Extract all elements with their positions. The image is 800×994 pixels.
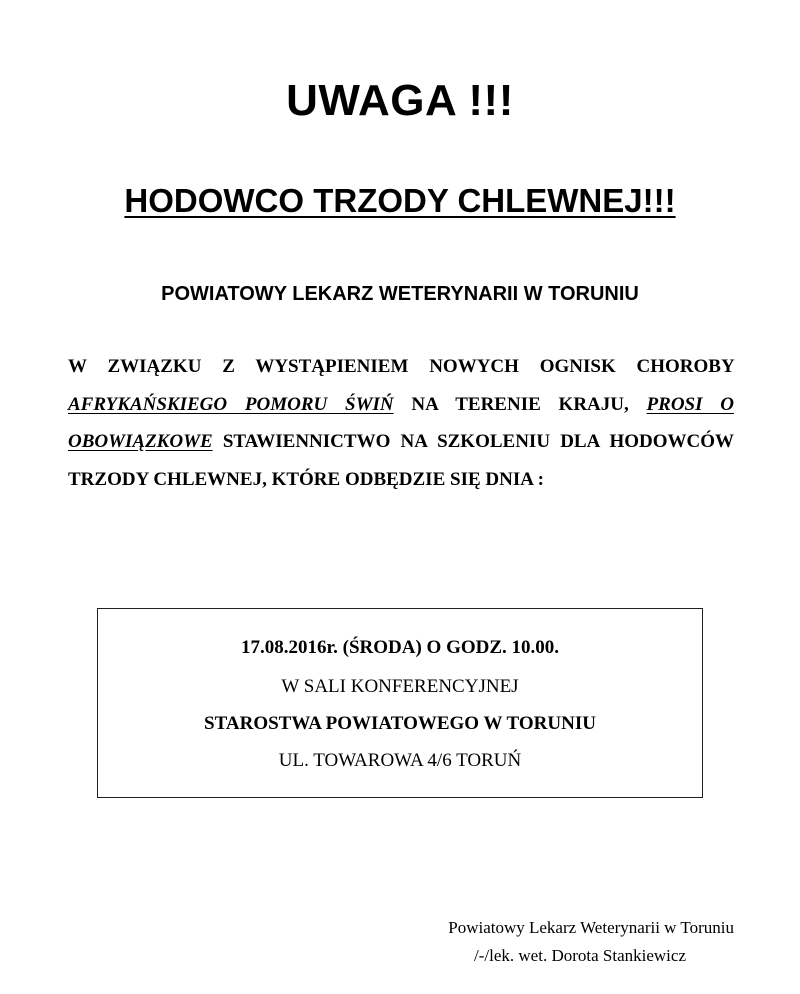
- paragraph-text-2: NA TERENIE KRAJU,: [411, 393, 629, 415]
- event-datetime: 17.08.2016r. (ŚRODA) O GODZ. 10.00.: [240, 637, 560, 658]
- authority-heading: POWIATOWY LEKARZ WETERYNARII W TORUNIU: [161, 283, 639, 305]
- event-institution: STAROSTWA POWIATOWEGO W TORUNIU: [204, 713, 596, 734]
- disease-name: AFRYKAŃSKIEGO POMORU ŚWIŃ: [68, 393, 394, 415]
- paragraph-text-3: STAWIENNICTWO NA SZKOLENIU DLA HODOWCÓW TRZODY CHLEWNEJ, KTÓRE ODBĘDZIE SIĘ DNIA :: [68, 431, 734, 490]
- event-address: UL. TOWAROWA 4/6 TORUŃ: [278, 750, 522, 771]
- page-subtitle: HODOWCO TRZODY CHLEWNEJ!!!: [124, 182, 676, 219]
- obligation-phrase: PROSI O OBOWIĄZKOWE: [68, 393, 735, 452]
- page-title: UWAGA !!!: [286, 76, 514, 125]
- announcement-paragraph: [68, 348, 734, 498]
- event-room: W SALI KONFERENCYJNEJ: [281, 676, 519, 697]
- event-details-box: [97, 608, 703, 798]
- paragraph-text-1: W ZWIĄZKU Z WYSTĄPIENIEM NOWYCH OGNISK CHOROBY: [68, 356, 734, 377]
- signature-office: Powiatowy Lekarz Weterynarii w Toruniu: [448, 918, 734, 937]
- signature-name: /-/lek. wet. Dorota Stankiewicz: [474, 946, 686, 965]
- signature-block: [448, 914, 734, 970]
